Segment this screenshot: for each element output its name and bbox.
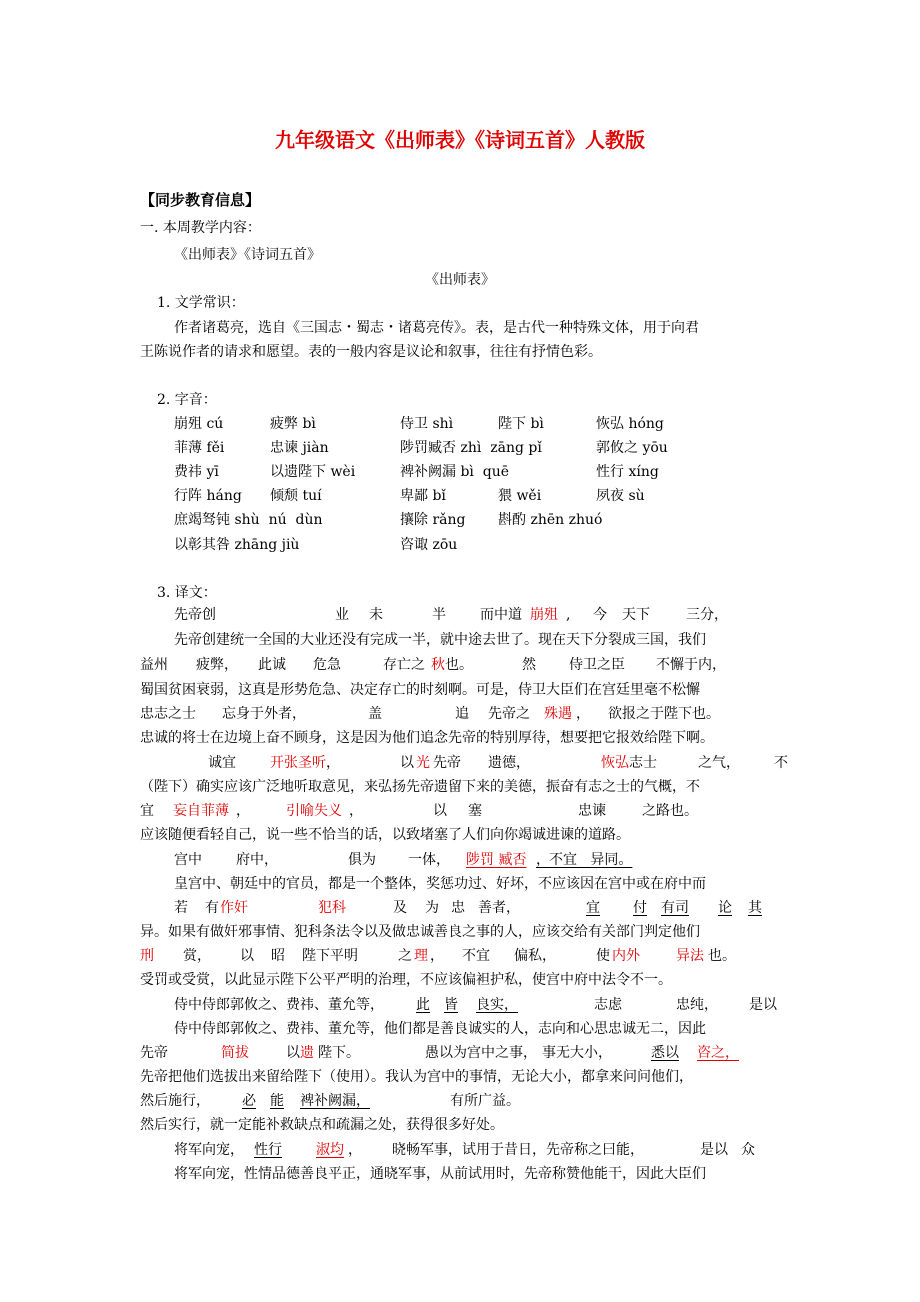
original-text-segment: 先帝 [140, 1045, 168, 1061]
original-text-segment: 以 [240, 948, 254, 964]
original-text-segment: 遗 [300, 1045, 314, 1061]
original-text-segment: 也。 [445, 657, 473, 673]
original-text-segment: 恢弘 [601, 755, 629, 771]
original-text-segment: 是以 [700, 1142, 728, 1158]
original-text-segment: 三分， [686, 607, 728, 623]
original-text-segment: 善者， [478, 900, 520, 916]
original-text-segment: 今 [593, 607, 607, 623]
pronunciation-entry: 崩殂 cú [174, 416, 224, 432]
original-text-segment: 皆 [444, 997, 458, 1013]
pronunciation-entry: 倾颓 tuí [270, 488, 322, 504]
original-text-segment: 付 [633, 900, 647, 916]
translation-line: 然后实行，就一定能补救缺点和疏漏之处，获得很多好处。 [140, 1117, 504, 1133]
original-text-segment: 以 [400, 755, 414, 771]
original-text-segment: 欲报之于陛下也。 [608, 706, 720, 722]
original-text-segment: 咨之， [697, 1045, 739, 1061]
pronunciation-entry: 猥 wěi [498, 488, 542, 504]
original-text-segment: 志士 [629, 755, 657, 771]
original-text-segment: 必 [242, 1093, 256, 1109]
original-text-segment: 宫中 [174, 852, 202, 868]
pronunciation-entry: 菲薄 fěi [174, 440, 225, 456]
original-text-segment: 危急 [313, 657, 341, 673]
original-text-segment: 光 [416, 755, 430, 771]
original-text-segment: 塞 [468, 803, 482, 819]
original-text-segment: 赏， [183, 948, 211, 964]
original-text-segment: 刑 [140, 948, 154, 964]
original-text-segment: 之 [398, 948, 412, 964]
original-text-segment: 使 [596, 948, 610, 964]
original-text-segment: 简拔 [221, 1045, 249, 1061]
original-text-segment: 宜 [586, 900, 600, 916]
original-text-segment: 犯科 [318, 900, 346, 916]
translation-line: 侍中侍郎郭攸之、费祎、董允等，他们都是善良诚实的人，志向和心思忠诚无二，因此 [174, 1021, 706, 1037]
original-text-segment: 为 [425, 900, 439, 916]
pronunciation-entry: 斟酌 zhēn zhuó [498, 512, 603, 528]
pronunciation-entry: 夙夜 sù [596, 488, 645, 504]
original-text-segment: 不宜 [462, 948, 490, 964]
literature-text: 王陈说作者的请求和愿望。表的一般内容是议论和叙事，往往有抒情色彩。 [140, 344, 602, 360]
original-text-segment: ， [236, 803, 250, 819]
original-text-segment: 忠 [451, 900, 465, 916]
original-text-segment: 良实， [476, 997, 518, 1013]
translation-line: 先帝把他们选拔出来留给陛下（使用）。我认为宫中的事情，无论大小，都拿来问问他们， [140, 1069, 693, 1085]
original-text-segment: 裨补阙漏， [300, 1093, 370, 1109]
original-text-segment: 俱为 [348, 852, 376, 868]
original-text-segment: 有司 [661, 900, 689, 916]
original-text-segment: , [566, 607, 571, 623]
original-text-segment: ， [430, 948, 444, 964]
original-text-segment: 不 [774, 755, 788, 771]
original-text-segment: 能 [270, 1093, 284, 1109]
pronunciation-entry: 疲弊 bì [270, 416, 316, 432]
pronunciation-entry: 郭攸之 yōu [596, 440, 668, 456]
original-text-segment: ， [576, 706, 590, 722]
original-text-segment: 益州 [140, 657, 168, 673]
translation-line: 异。如果有做奸邪事情、犯科条法令以及做忠诚善良之事的人，应该交给有关部门判定他们 [140, 924, 700, 940]
original-text-segment: 以 [286, 1045, 300, 1061]
original-text-segment: 侍中侍郎郭攸之、费祎、董允等， [174, 997, 384, 1013]
translation-line: 将军向宠，性情品德善良平正，通晓军事，从前试用时，先帝称赞他能干，因此大臣们 [174, 1166, 706, 1182]
item-heading: 一. 本周教学内容： [140, 220, 261, 236]
original-text-segment: 半 [432, 607, 446, 623]
original-text-segment: 不懈于内， [656, 657, 726, 673]
pronunciation-entry: 攘除 rǎng [400, 512, 466, 528]
original-text-segment: 陟罚 臧否 [466, 852, 527, 868]
original-text-segment: 存亡之 [383, 657, 425, 673]
original-text-segment: 此 [416, 997, 430, 1013]
original-text-segment: 疲弊， [196, 657, 238, 673]
original-text-segment: 忠纯， [676, 997, 718, 1013]
item-subtext: 《出师表》《诗词五首》 [174, 247, 321, 263]
pronunciation-entry: 恢弘 hóng [596, 416, 664, 432]
original-text-segment: 忠志之士 [140, 706, 196, 722]
pronunciation-entry: 庶竭驽钝 shù nú dùn [174, 512, 323, 528]
original-text-segment: ， [349, 803, 363, 819]
original-text-segment: 开张圣听 [270, 755, 326, 771]
original-text-segment: 事无大小， [542, 1045, 612, 1061]
translation-line: 应该随便看轻自己，说一些不恰当的话，以致堵塞了人们向你竭诚进谏的道路。 [140, 827, 630, 843]
original-text-segment: 论 [718, 900, 732, 916]
original-text-segment: 晓畅军事，试用于昔日，先帝称之曰能， [392, 1142, 644, 1158]
original-text-segment: 有所广益。 [450, 1093, 520, 1109]
pronunciation-entry: 卑鄙 bǐ [400, 488, 446, 504]
original-text-segment: 崩殂 [530, 607, 558, 623]
translation-line: 忠诚的将士在边境上奋不顾身，这是因为他们追念先帝的特别厚待，想要把它报效给陛下啊。 [140, 730, 714, 746]
pronunciation-entry: 侍卫 shì [400, 416, 454, 432]
original-text-segment: 淑均 [316, 1142, 344, 1158]
original-text-segment: 盖 [368, 706, 382, 722]
original-text-segment: 然 [522, 657, 536, 673]
original-text-segment: 一体， [408, 852, 450, 868]
center-title: 《出师表》 [425, 272, 495, 288]
original-text-segment: 追 [455, 706, 469, 722]
pronunciation-entry: 性行 xíng [596, 464, 659, 480]
pronunciation-entry: 费祎 yī [174, 464, 219, 480]
original-text-segment: 陛下。 [318, 1045, 360, 1061]
pronunciation-entry: 行阵 háng [174, 488, 242, 504]
original-text-segment: 然后施行， [140, 1093, 210, 1109]
original-text-segment: 业 [335, 607, 349, 623]
original-text-segment: 作奸 [220, 900, 248, 916]
original-text-segment: 之气， [698, 755, 740, 771]
original-text-segment: 诚宜 [208, 755, 236, 771]
original-text-segment: 此诚 [258, 657, 286, 673]
original-text-segment: 先帝之 [488, 706, 530, 722]
original-text-segment: 其 [748, 900, 762, 916]
pronunciation-entry: 以遗陛下 wèi [270, 464, 356, 480]
pronunciation-entry: 陛下 bì [498, 416, 544, 432]
original-text-segment: 遗德， [488, 755, 530, 771]
original-text-segment: 府中， [236, 852, 278, 868]
original-text-segment: 忘身于外者， [222, 706, 306, 722]
original-text-segment: 先帝创 [174, 607, 216, 623]
translation-line: （陛下）确实应该广泛地听取意见，来弘扬先帝遗留下来的美德，振奋有志之士的气概，不 [140, 779, 700, 795]
original-text-segment: ， [326, 755, 340, 771]
document-title: 九年级语文《出师表》《诗词五首》人教版 [275, 128, 645, 152]
original-text-segment: 殊遇 [544, 706, 572, 722]
original-text-segment: ， [348, 1142, 362, 1158]
original-text-segment: 也。 [708, 948, 736, 964]
original-text-segment: 宜 [140, 803, 154, 819]
pronunciation-entry: 以彰其咎 zhāng jiù [174, 537, 300, 553]
original-text-segment: 陛下平明 [302, 948, 358, 964]
original-text-segment: 是以 [749, 997, 777, 1013]
translation-line: 受罚或受赏，以此显示陛下公平严明的治理，不应该偏袒护私，使宫中府中法令不一。 [140, 972, 672, 988]
original-text-segment: 而中道 [480, 607, 522, 623]
translation-heading: 3. 译文： [157, 585, 217, 601]
original-text-segment: 理 [414, 948, 428, 964]
section-heading: 【同步教育信息】 [140, 191, 261, 209]
pronunciation-heading: 2. 字音： [157, 392, 217, 408]
original-text-segment: 及 [393, 900, 407, 916]
original-text-segment: 将军向宠， [174, 1142, 244, 1158]
original-text-segment: 性行 [254, 1142, 282, 1158]
original-text-segment: 众 [741, 1142, 755, 1158]
original-text-segment: 异法 [676, 948, 704, 964]
original-text-segment: 先帝 [433, 755, 461, 771]
original-text-segment: 愚以为宫中之事， [425, 1045, 537, 1061]
original-text-segment: 若 [174, 900, 188, 916]
original-text-segment: 偏私， [514, 948, 556, 964]
literature-text: 作者诸葛亮，选自《三国志・蜀志・诸葛亮传》。表，是古代一种特殊文体，用于向君 [174, 320, 699, 336]
original-text-segment: ， [536, 852, 550, 868]
original-text-segment: 内外 [612, 948, 640, 964]
original-text-segment: 悉以 [651, 1045, 679, 1061]
original-text-segment: 之路也。 [642, 803, 698, 819]
original-text-segment: 志虑 [594, 997, 622, 1013]
translation-line: 皇宫中、朝廷中的官员，都是一个整体，奖惩功过、好坏，不应该因在宫中或在府中而 [174, 876, 706, 892]
original-text-segment: 侍卫之臣 [569, 657, 625, 673]
original-text-segment: 秋 [431, 657, 445, 673]
translation-line: 蜀国贫困衰弱，这真是形势危急、决定存亡的时刻啊。可是，侍卫大臣们在宫廷里毫不松懈 [140, 682, 700, 698]
original-text-segment: 忠谏 [578, 803, 606, 819]
pronunciation-entry: 裨补阙漏 bì quē [400, 464, 510, 480]
original-text-segment: 未 [369, 607, 383, 623]
original-text-segment: 引喻失义 [286, 803, 342, 819]
pronunciation-entry: 咨诹 zōu [400, 537, 458, 553]
original-text-segment: 昭 [271, 948, 285, 964]
translation-line: 先帝创建统一全国的大业还没有完成一半，就中途去世了。现在天下分裂成三国，我们 [174, 632, 706, 648]
original-text-segment: 以 [433, 803, 447, 819]
original-text-segment: 有 [205, 900, 219, 916]
pronunciation-entry: 陟罚臧否 zhì zāng pǐ [400, 440, 542, 456]
pronunciation-entry: 忠谏 jiàn [270, 440, 329, 456]
original-text-segment: 妄自菲薄 [173, 803, 229, 819]
original-text-segment: 不宜 异同。 [549, 852, 633, 868]
literature-heading: 1. 文学常识： [157, 295, 245, 311]
original-text-segment: 天下 [622, 607, 650, 623]
